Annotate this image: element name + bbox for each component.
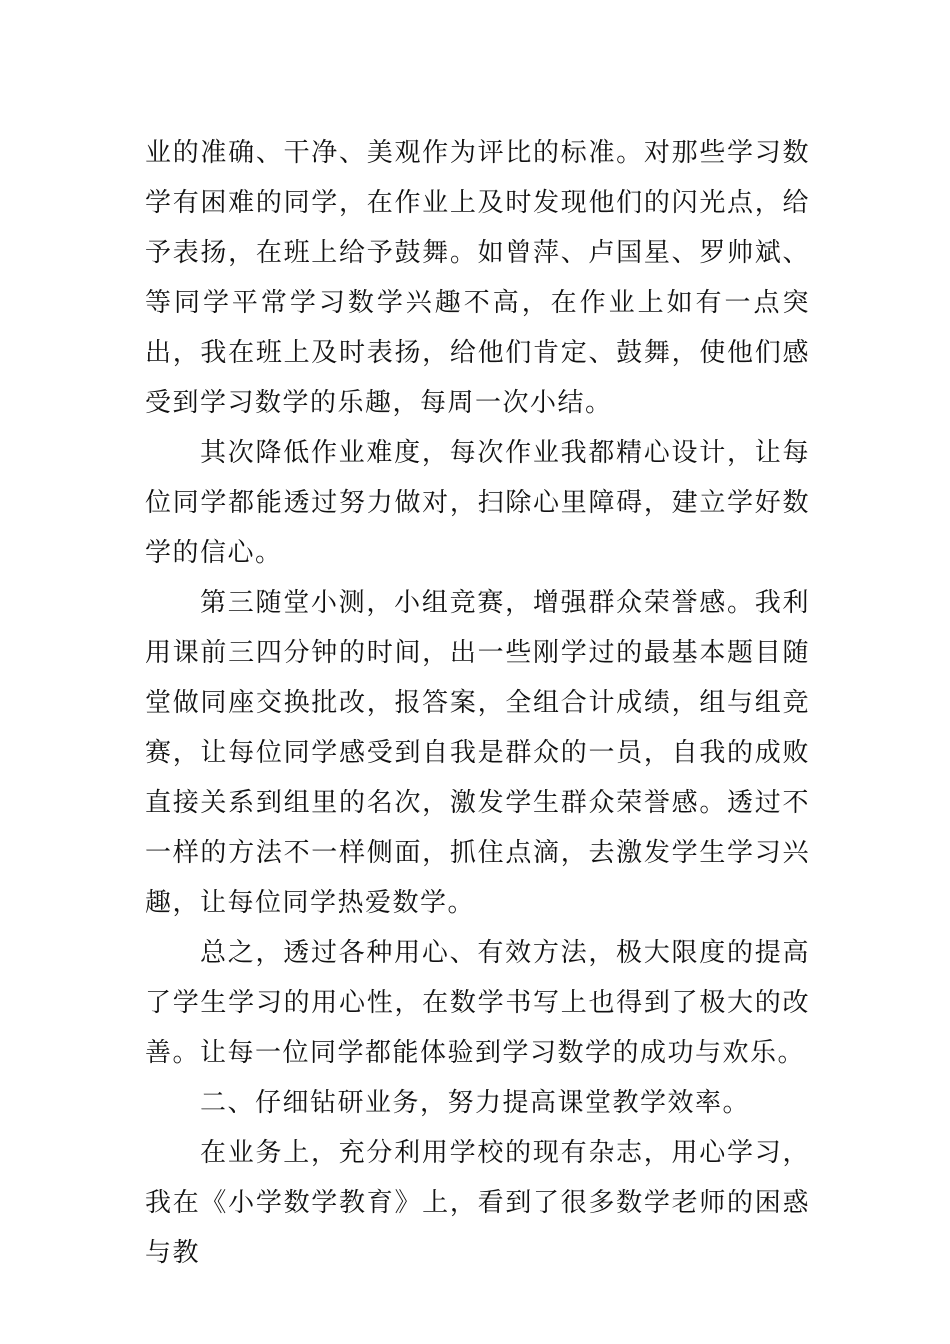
paragraph: 在业务上，充分利用学校的现有杂志，用心学习，我在《小学数学教育》上，看到了很多数学老师的困惑与教 xyxy=(145,1138,810,1268)
paragraph: 第三随堂小测，小组竞赛，增强群众荣誉感。我利用课前三四分钟的时间，出一些刚学过的最基本题目随堂做同座交换批改，报答案，全组合计成绩，组与组竞赛，让每位同学感受到自我是群众的一员，自我的成败直接关系到组里的名次，激发学生群众荣誉感。透过不一样的方法不一样侧面，抓住点滴，去激发学生学习兴趣，让每位同学热爱数学。 xyxy=(145,588,810,918)
section-heading: 二、仔细钻研业务，努力提高课堂教学效率。 xyxy=(200,1088,751,1118)
document-body xyxy=(145,128,810,1278)
paragraph: 其次降低作业难度，每次作业我都精心设计，让每位同学都能透过努力做对，扫除心里障碍，建立学好数学的信心。 xyxy=(145,438,810,568)
paragraph: 总之，透过各种用心、有效方法，极大限度的提高了学生学习的用心性，在数学书写上也得到了极大的改善。让每一位同学都能体验到学习数学的成功与欢乐。 xyxy=(145,938,810,1068)
paragraph: 业的准确、干净、美观作为评比的标准。对那些学习数学有困难的同学，在作业上及时发现他们的闪光点，给予表扬，在班上给予鼓舞。如曾萍、卢国星、罗帅斌、等同学平常学习数学兴趣不高，在作业上如有一点突出，我在班上及时表扬，给他们肯定、鼓舞，使他们感受到学习数学的乐趣，每周一次小结。 xyxy=(145,138,810,418)
